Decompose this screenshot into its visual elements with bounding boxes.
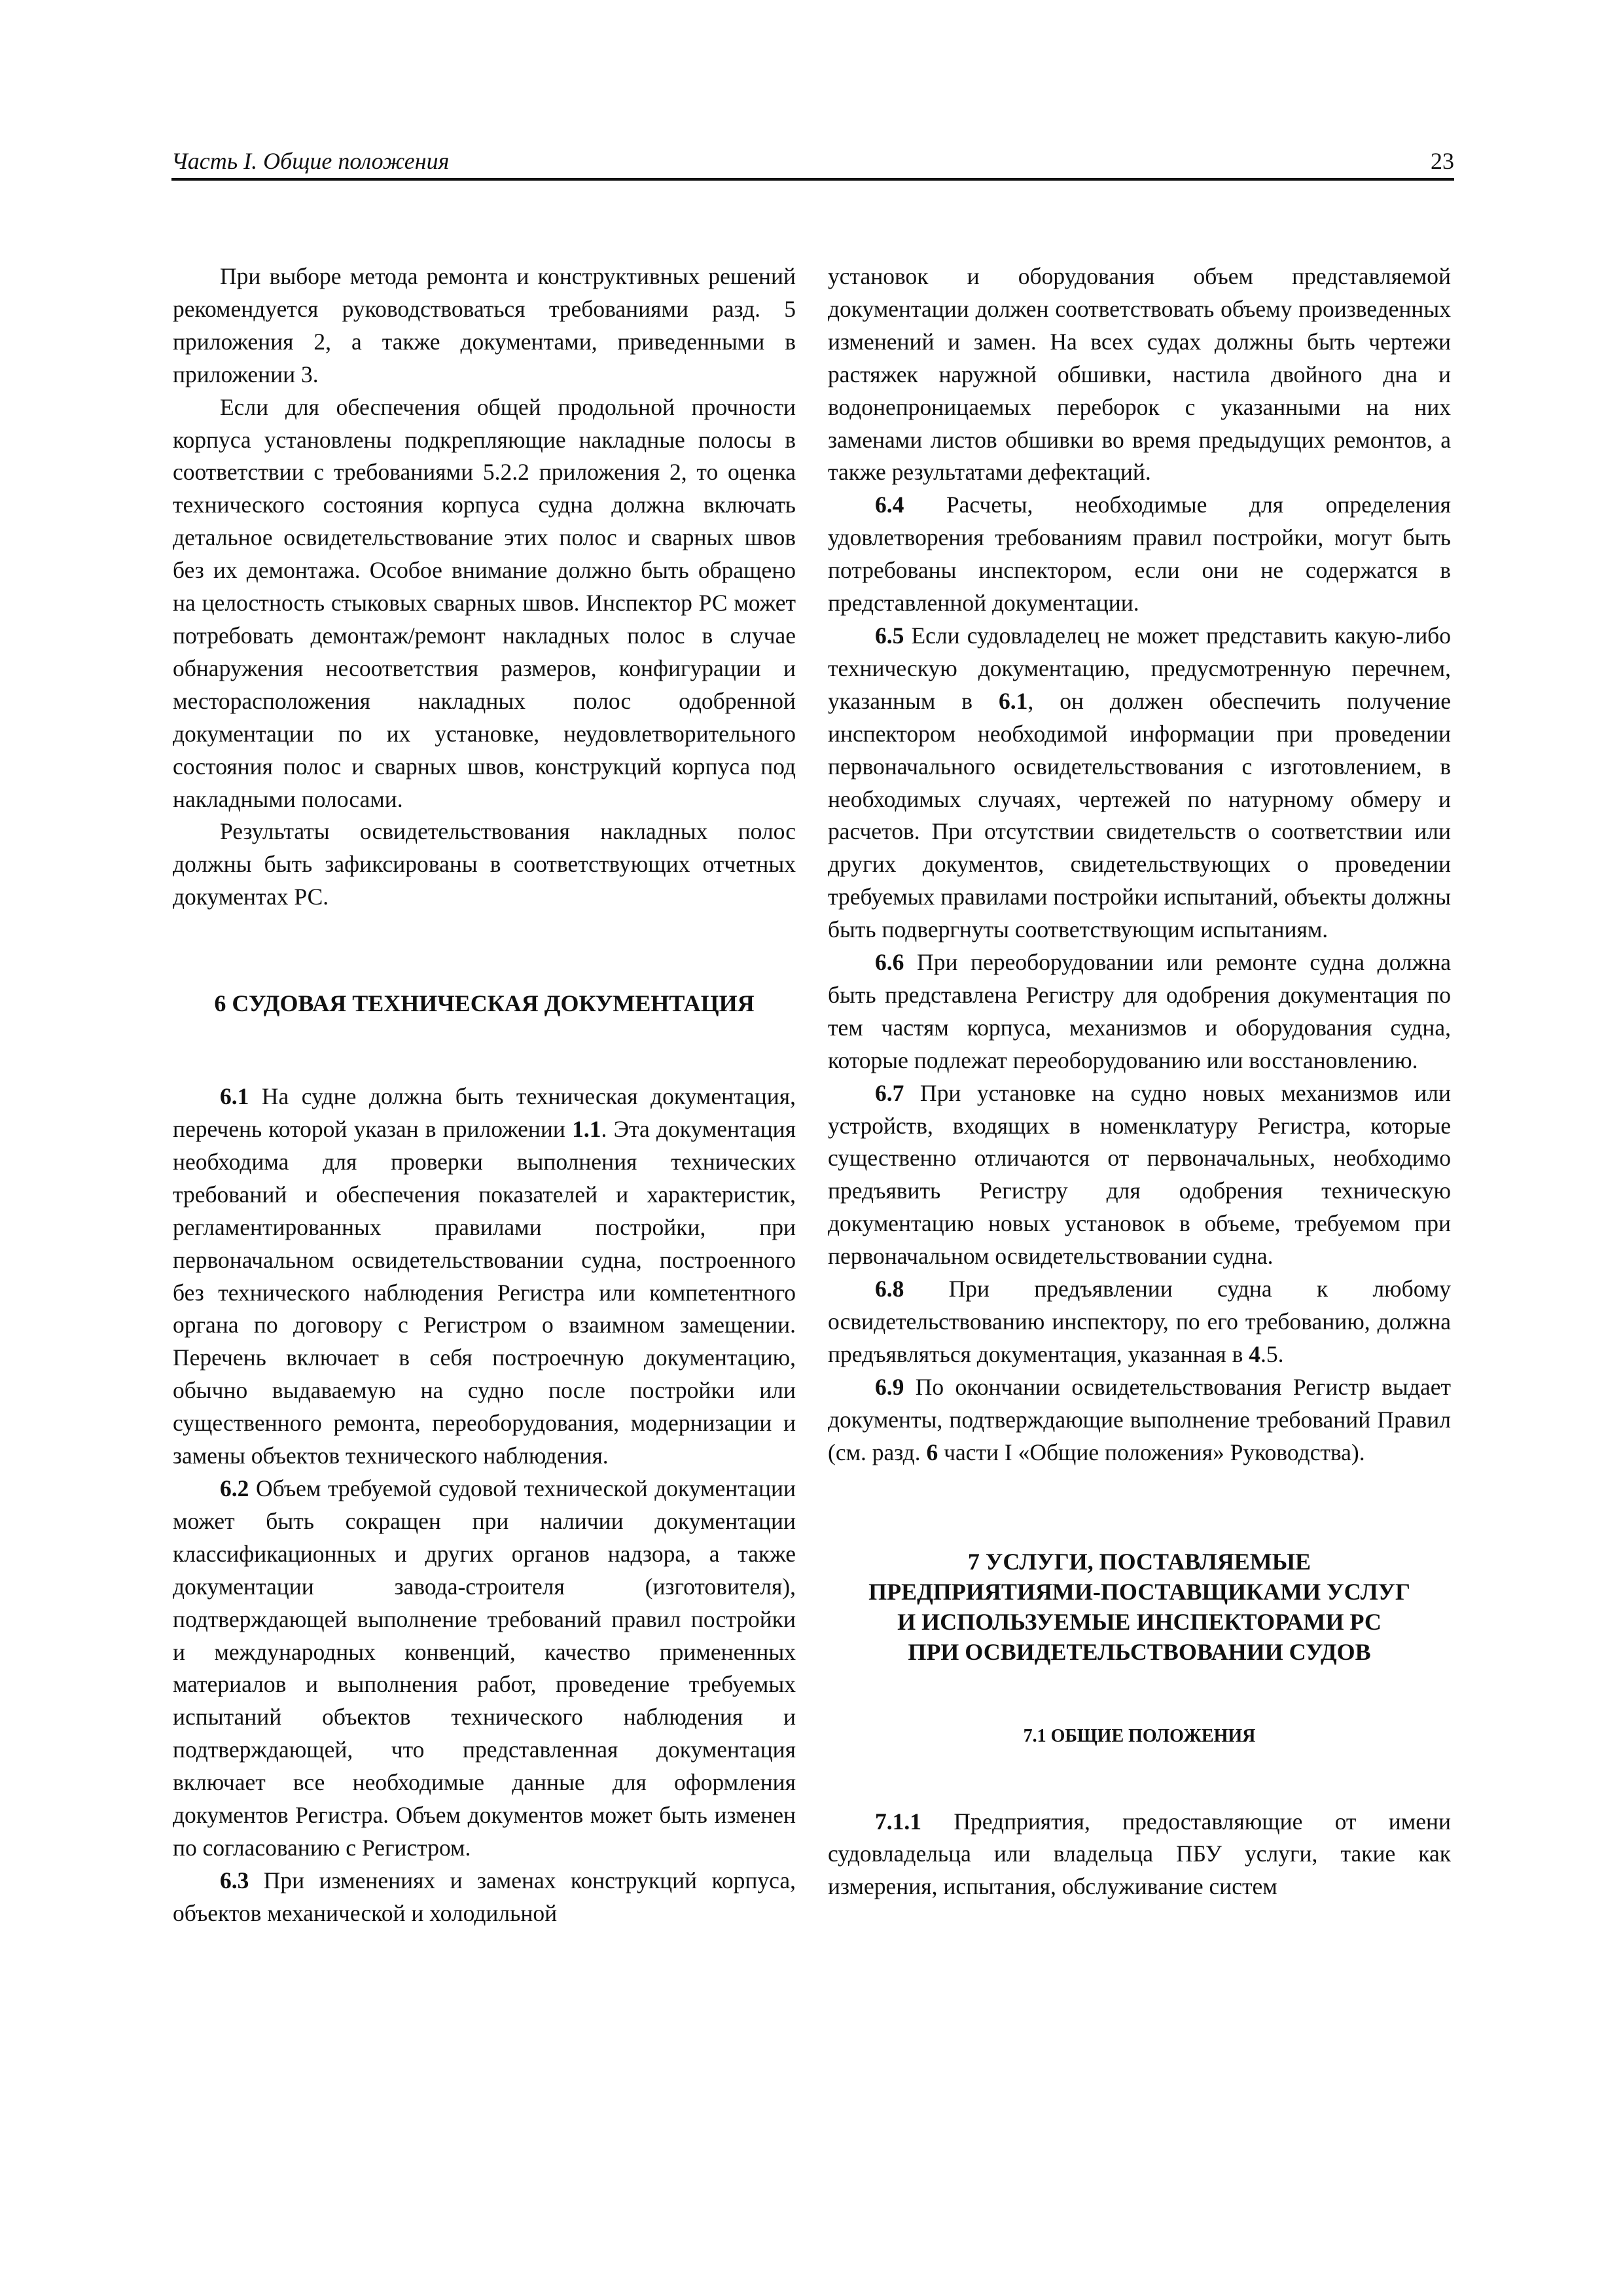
running-title: Часть I. Общие положения — [171, 148, 450, 174]
clause-6-3-continuation: установок и оборудования объем представляемой документации должен соответствовать объему произведенных изменений и замен. На всех судах должны быть чертежи растяжек наружной обшивки, настила двойного дна и водонепроницаемых переборок с указанными на них заменами листов обшивки во время предыдущих ремонтов, а также результатами дефектаций. — [828, 263, 1451, 486]
section-7-title-line: И ИСПОЛЬЗУЕМЫЕ ИНСПЕКТОРАМИ РС — [897, 1608, 1382, 1635]
section-7-title-line: 7 УСЛУГИ, ПОСТАВЛЯЕМЫЕ — [967, 1548, 1311, 1575]
clause-number: 6.6 — [875, 949, 904, 976]
paragraph-survey-results: Результаты освидетельствования накладных полос должны быть зафиксированы в соответствующих отчетных документах РС. — [173, 818, 796, 910]
clause-number: 6.7 — [875, 1079, 904, 1106]
clause-6-3 — [173, 1865, 796, 1930]
clause-text: При предъявлении судна к любому освидетельствованию инспектору, по его требованию, должна предъявляться документация, указанная в — [828, 1276, 1451, 1367]
right-column — [828, 260, 1451, 1903]
section-6-title: 6 СУДОВАЯ ТЕХНИЧЕСКАЯ ДОКУМЕНТАЦИЯ — [214, 990, 755, 1017]
clause-6-1 — [173, 1081, 796, 1473]
clause-text: Объем требуемой судовой технической документации может быть сокращен при наличии документации классификационных и других органов надзора, а также документации завода-строителя (изготовителя), подтверждающей выполнение требований правил постройки и международных конвенций, качество примененных материалов и выполнения работ, проведение требуемых испытаний объектов технического наблюдения и подтверждающей, что представленная документация включает все необходимые данные для оформления документов Регистра. Объем документов может быть изменен по согласованию с Регистром. — [173, 1475, 796, 1861]
clause-text: Если судовладелец не может представить какую-либо техническую документацию, предусмотренную перечнем, указанным в — [828, 622, 1451, 714]
clause-7-1-1 — [828, 1806, 1451, 1904]
clause-number: 6.1 — [220, 1083, 249, 1110]
clause-reference: 6 — [926, 1439, 938, 1465]
page-number: 23 — [1431, 148, 1454, 174]
subsection-7-1-title: 7.1 ОБЩИЕ ПОЛОЖЕНИЯ — [1023, 1725, 1256, 1746]
section-7-title-line: ПРИ ОСВИДЕТЕЛЬСТВОВАНИИ СУДОВ — [908, 1638, 1371, 1665]
clause-6-6 — [828, 946, 1451, 1077]
paragraph-doubler-plates: Если для обеспечения общей продольной прочности корпуса установлены подкрепляющие накладные полосы в соответствии с требованиями 5.2.2 приложения 2, то оценка технического состояния корпуса судна должна включать детальное освидетельствование этих полос и сварных швов без их демонтажа. Особое внимание должно быть обращено на целостность стыковых сварных швов. Инспектор РС может потребовать демонтаж/ремонт накладных полос в случае обнаружения несоответствия размеров, конфигурации и месторасположения накладных полос одобренной документации по их установке, неудовлетворительного состояния полос и сварных швов, конструкций корпуса под накладными полосами. — [173, 393, 796, 812]
clause-text: По окончании освидетельствования Регистр выдает документы, подтверждающие выполнение требований Правил (см. разд. — [828, 1373, 1451, 1465]
clause-number: 6.9 — [875, 1373, 904, 1400]
clause-reference: 1.1 — [572, 1116, 601, 1143]
clause-text: На судне должна быть техническая документация, перечень которой указан в приложении — [173, 1083, 796, 1143]
paragraph-repair-method: При выборе метода ремонта и конструктивных решений рекомендуется руководствоваться требованиями разд. 5 приложения 2, а также документами, приведенными в приложении 3. — [173, 263, 796, 387]
clause-number: 6.8 — [875, 1276, 904, 1302]
clause-6-9 — [828, 1371, 1451, 1469]
left-column — [173, 260, 796, 1930]
section-7-title — [828, 1547, 1451, 1667]
clause-number: 7.1.1 — [875, 1808, 921, 1835]
clause-text: При установке на судно новых механизмов или устройств, входящих в номенклатуру Регистра, которые существенно отличаются от первоначальных, необходимо предъявить Регистру для одобрения техническую документацию новых установок в объеме, требуемом при первоначальном освидетельствовании судна. — [828, 1079, 1451, 1270]
clause-number: 6.5 — [875, 622, 904, 649]
clause-text: При переоборудовании или ремонте судна должна быть представлена Регистру для одобрения документация по тем частям корпуса, механизмов и оборудования судна, которые подлежат переоборудованию или восстановлению. — [828, 949, 1451, 1073]
running-header — [171, 145, 1454, 181]
clause-number: 6.4 — [875, 492, 904, 518]
clause-number: 6.2 — [220, 1475, 249, 1501]
clause-6-2 — [173, 1473, 796, 1865]
clause-text: , он должен обеспечить получение инспектором необходимой информации при проведении первоначального освидетельствования с изготовлением, в необходимых случаях, чертежей по натурному обмеру и расчетов. При отсутствии свидетельств о соответствии или других документов, свидетельствующих о проведении требуемых правилами постройки испытаний, объекты должны быть подвергнуты соответствующим испытаниям. — [828, 687, 1451, 943]
clause-text: При изменениях и заменах конструкций корпуса, объектов механической и холодильной — [173, 1867, 796, 1926]
section-7-title-line: ПРЕДПРИЯТИЯМИ-ПОСТАВЩИКАМИ УСЛУГ — [868, 1578, 1410, 1605]
clause-text: Расчеты, необходимые для определения удовлетворения требованиям правил постройки, могут быть потребованы инспектором, если они не содержатся в представленной документации. — [828, 492, 1451, 617]
clause-text: Предприятия, предоставляющие от имени судовладельца или владельца ПБУ услуги, такие как измерения, испытания, обслуживание систем — [828, 1808, 1451, 1900]
clause-number: 6.3 — [220, 1867, 249, 1893]
clause-text: .5. — [1260, 1340, 1284, 1367]
clause-6-4 — [828, 489, 1451, 620]
clause-6-8 — [828, 1273, 1451, 1371]
clause-6-7 — [828, 1077, 1451, 1273]
clause-6-5 — [828, 620, 1451, 946]
clause-text: . Эта документация необходима для проверки выполнения технических требований и обеспечения показателей и характеристик, регламентированных правилами постройки, при первоначальном освидетельствовании судна, построенного без технического наблюдения Регистра или компетентного органа по договору с Регистром о взаимном замещении. Перечень включает в себя построечную документацию, обычно выдаваемую на судно после постройки или существенного ремонта, переоборудования, модернизации и замены объектов технического наблюдения. — [173, 1116, 796, 1469]
clause-reference: 6.1 — [999, 687, 1028, 714]
clause-reference: 4 — [1249, 1340, 1260, 1367]
clause-text: части I «Общие положения» Руководства). — [938, 1439, 1365, 1465]
